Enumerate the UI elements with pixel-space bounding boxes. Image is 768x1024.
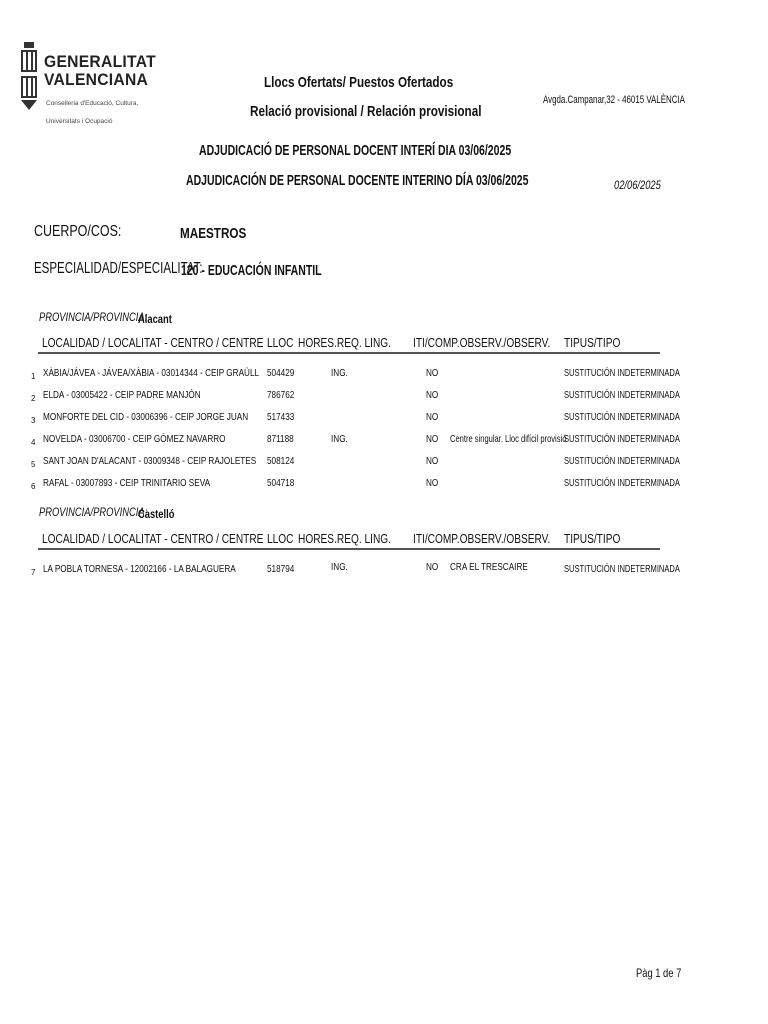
row-hores: ING. <box>331 433 348 445</box>
document-date: 02/06/2025 <box>614 178 661 192</box>
row-iti: NO <box>426 477 439 489</box>
row-obs: Centre singular. Lloc difícil provisió <box>450 433 567 445</box>
header-divider <box>38 352 660 354</box>
row-iti: NO <box>426 367 439 379</box>
row-lloc: 504429 <box>267 367 295 379</box>
row-lloc: 508124 <box>267 455 295 467</box>
row-centre: SANT JOAN D'ALACANT - 03009348 - CEIP RAJOLETES <box>43 455 257 467</box>
col-header-localidad: LOCALIDAD / LOCALITAT - CENTRO / CENTRE <box>42 531 264 546</box>
row-lloc: 871188 <box>267 433 294 445</box>
province-label: PROVINCIA/PROVINCIA: <box>39 505 148 519</box>
row-lloc: 504718 <box>267 477 295 489</box>
row-lloc: 517433 <box>267 411 295 423</box>
row-centre: ELDA - 03005422 - CEIP PADRE MANJÓN <box>43 389 201 401</box>
col-header-lloc: LLOC <box>267 335 294 350</box>
row-iti: NO <box>426 433 439 445</box>
row-hores: ING. <box>331 367 348 379</box>
row-tipo: SUSTITUCIÓN INDETERMINADA <box>564 367 680 379</box>
row-centre: NOVELDA - 03006700 - CEIP GÓMEZ NAVARRO <box>43 433 226 445</box>
row-tipo: SUSTITUCIÓN INDETERMINADA <box>564 563 680 575</box>
coat-of-arms-icon <box>18 42 40 112</box>
col-header-hores: HORES.REQ. LING. <box>298 531 391 546</box>
row-tipo: SUSTITUCIÓN INDETERMINADA <box>564 389 680 401</box>
col-header-iti: ITI/COMP.OBSERV./OBSERV. <box>413 531 551 546</box>
page-number: Pàg 1 de 7 <box>636 966 682 980</box>
row-centre: LA POBLA TORNESA - 12002166 - LA BALAGUERA <box>43 563 236 575</box>
col-header-localidad: LOCALIDAD / LOCALITAT - CENTRO / CENTRE <box>42 335 264 350</box>
row-tipo: SUSTITUCIÓN INDETERMINADA <box>564 411 680 423</box>
row-centre: RAFAL - 03007893 - CEIP TRINITARIO SEVA <box>43 477 211 489</box>
header-divider <box>38 548 660 550</box>
logo-line-1: GENERALITAT <box>44 52 156 71</box>
province-name: Castelló <box>138 507 175 521</box>
row-lloc: 786762 <box>267 389 295 401</box>
row-hores: ING. <box>331 561 348 573</box>
row-tipo: SUSTITUCIÓN INDETERMINADA <box>564 455 680 467</box>
row-number: 1 <box>31 372 36 381</box>
generalitat-logo <box>18 40 156 125</box>
row-iti: NO <box>426 561 439 573</box>
logo-sub-2: Universitats i Ocupació <box>46 118 113 125</box>
province-label: PROVINCIA/PROVINCIA: <box>39 310 148 324</box>
logo-sub-1: Conselleria d'Educació, Cultura, <box>46 100 139 107</box>
col-header-tipus: TIPUS/TIPO <box>564 335 621 350</box>
especialidad-value: 120 - EDUCACIÓN INFANTIL <box>181 262 322 279</box>
address: Avgda.Campanar,32 - 46015 VALÈNCIA <box>543 94 685 106</box>
adjudication-title-es: ADJUDICACIÓN DE PERSONAL DOCENTE INTERINO DÍA 03/06/2025 <box>186 172 529 189</box>
page-title-line-1: Llocs Ofertats/ Puestos Ofertados <box>264 74 454 91</box>
col-header-tipus: TIPUS/TIPO <box>564 531 621 546</box>
row-iti: NO <box>426 389 439 401</box>
page-title-line-2: Relació provisional / Relación provisional <box>250 103 482 120</box>
row-number: 4 <box>31 438 36 447</box>
row-number: 7 <box>31 568 36 577</box>
especialidad-label: ESPECIALIDAD/ESPECIALITAT: <box>34 260 203 277</box>
col-header-hores: HORES.REQ. LING. <box>298 335 391 350</box>
row-iti: NO <box>426 455 439 467</box>
row-number: 6 <box>31 482 36 491</box>
cuerpo-label: CUERPO/COS: <box>34 223 122 240</box>
row-iti: NO <box>426 411 439 423</box>
adjudication-title-va: ADJUDICACIÓ DE PERSONAL DOCENT INTERÍ DIA 03/06/2025 <box>199 142 512 159</box>
row-obs: CRA EL TRESCAIRE <box>450 561 528 573</box>
col-header-iti: ITI/COMP.OBSERV./OBSERV. <box>413 335 551 350</box>
row-tipo: SUSTITUCIÓN INDETERMINADA <box>564 433 680 445</box>
province-name: Alacant <box>138 312 172 326</box>
row-centre: XÀBIA/JÁVEA - JÁVEA/XÀBIA - 03014344 - CEIP GRAÜLL <box>43 367 260 379</box>
col-header-lloc: LLOC <box>267 531 294 546</box>
row-number: 5 <box>31 460 36 469</box>
row-centre: MONFORTE DEL CID - 03006396 - CEIP JORGE JUAN <box>43 411 249 423</box>
row-number: 3 <box>31 416 36 425</box>
row-tipo: SUSTITUCIÓN INDETERMINADA <box>564 477 680 489</box>
row-number: 2 <box>31 394 36 403</box>
row-lloc: 518794 <box>267 563 295 575</box>
logo-line-2: VALENCIANA <box>44 70 149 89</box>
cuerpo-value: MAESTROS <box>180 225 247 242</box>
